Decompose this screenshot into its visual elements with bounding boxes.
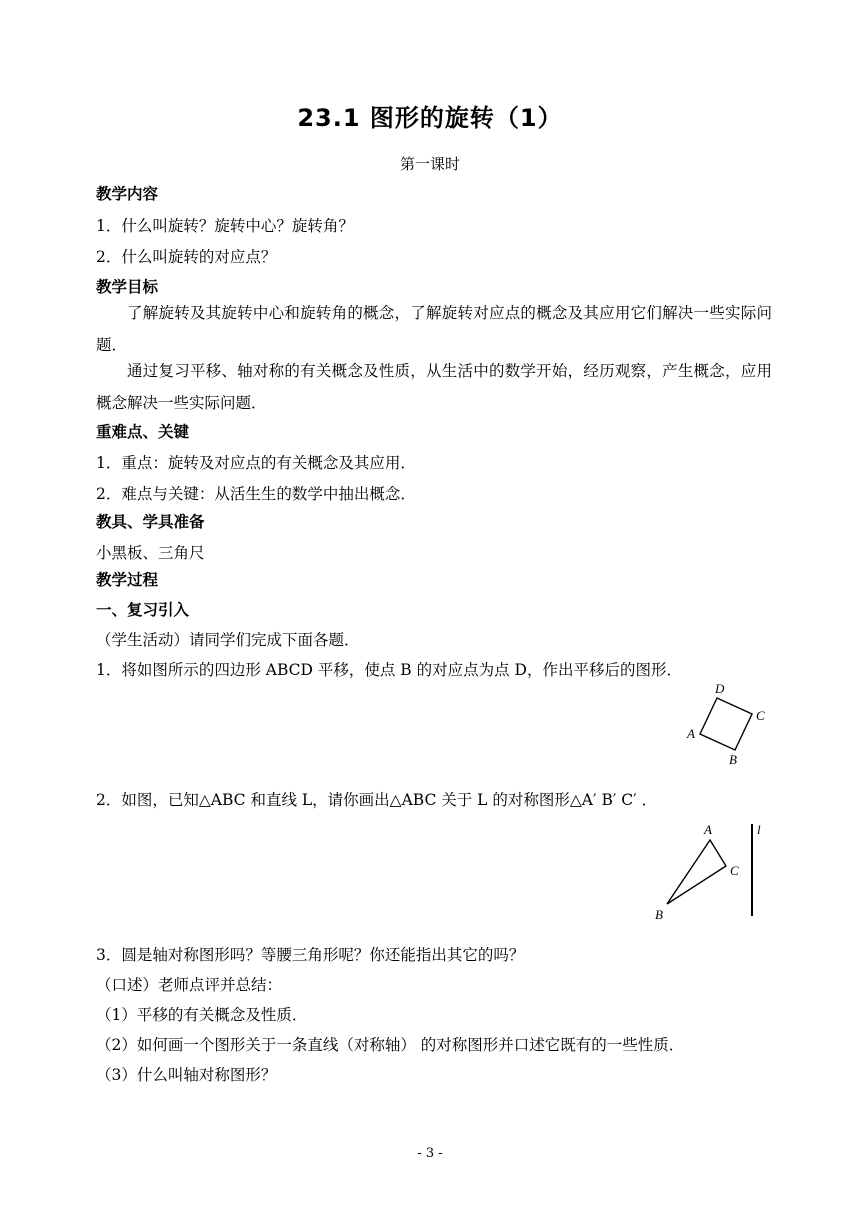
summary-item-2: （2）如何画一个图形关于一条直线（对称轴） 的对称图形并口述它既有的一些性质． bbox=[96, 1036, 685, 1054]
figure2-label-b: B bbox=[655, 907, 663, 922]
section-heading-key: 重难点、关键 bbox=[96, 423, 190, 441]
figure1-label-a: A bbox=[687, 726, 695, 741]
section-heading-tools: 教具、学具准备 bbox=[96, 513, 205, 531]
goal-paragraph-1: 了解旋转及其旋转中心和旋转角的概念，了解旋转对应点的概念及其应用它们解决一些实际问题． bbox=[96, 304, 772, 354]
goal-paragraph-2: 通过复习平移、轴对称的有关概念及性质，从生活中的数学开始，经历观察，产生概念，应用概念解决一些实际问题． bbox=[96, 362, 772, 412]
summary-item-1: （1）平移的有关概念及性质． bbox=[96, 1006, 308, 1024]
quadrilateral-figure bbox=[680, 680, 780, 770]
review-intro: （学生活动）请同学们完成下面各题． bbox=[96, 631, 360, 649]
figure1-label-c: C bbox=[756, 708, 765, 723]
figure2-label-c: C bbox=[730, 863, 739, 878]
figure1-label-d: D bbox=[715, 681, 725, 696]
figure2-label-a: A bbox=[704, 822, 712, 837]
question-1: 1．将如图所示的四边形 ABCD 平移，使点 B 的对应点为点 D，作出平移后的图形． bbox=[96, 661, 682, 679]
figure1-label-b: B bbox=[729, 752, 737, 767]
section-heading-content: 教学内容 bbox=[96, 185, 159, 203]
page-title: 23.1 图形的旋转（1） bbox=[297, 104, 563, 132]
tools-text: 小黑板、三角尺 bbox=[96, 544, 205, 562]
triangle-figure bbox=[646, 818, 766, 926]
summary-intro: （口述）老师点评并总结： bbox=[96, 976, 283, 994]
content-item-1: 1．什么叫旋转？旋转中心？旋转角？ bbox=[96, 217, 354, 235]
key-item-2: 2．难点与关键：从活生生的数学中抽出概念． bbox=[96, 485, 416, 503]
content-item-2: 2．什么叫旋转的对应点？ bbox=[96, 248, 277, 266]
figure2-label-l: l bbox=[757, 822, 761, 837]
section-heading-process: 教学过程 bbox=[96, 571, 159, 589]
page-subtitle: 第一课时 bbox=[399, 155, 460, 173]
section-heading-goal: 教学目标 bbox=[96, 278, 159, 296]
question-3: 3．圆是轴对称图形吗？等腰三角形呢？你还能指出其它的吗？ bbox=[96, 946, 525, 964]
key-item-1: 1．重点：旋转及对应点的有关概念及其应用． bbox=[96, 454, 416, 472]
section-heading-review: 一、复习引入 bbox=[96, 601, 190, 619]
triangle-shape bbox=[667, 840, 726, 904]
summary-item-3: （3）什么叫轴对称图形？ bbox=[96, 1066, 277, 1084]
question-2: 2．如图，已知△ABC 和直线 L，请你画出△ABC 关于 L 的对称图形△A′ B′ C′ ． bbox=[96, 791, 658, 809]
quadrilateral-shape bbox=[700, 698, 752, 750]
page-number: - 3 - bbox=[417, 1146, 443, 1161]
